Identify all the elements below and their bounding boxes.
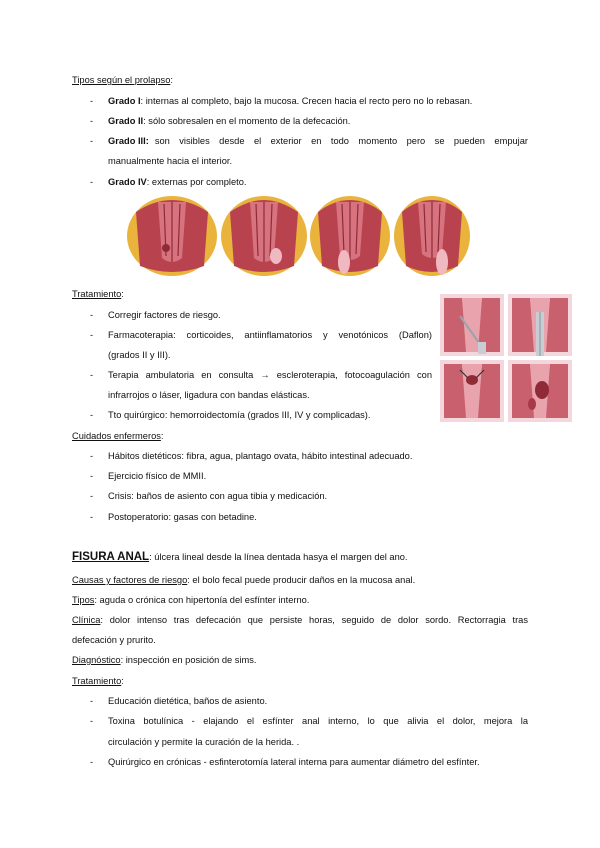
bullet-dash: - — [90, 330, 94, 340]
prolapse-heading-line: Tipos según el prolapso: — [72, 75, 173, 85]
fisura-treatment-item-continuation: circulación y permite la curación de la herida. . — [108, 737, 300, 747]
diagnostico-line: Diagnóstico: inspección en posición de sims. — [72, 655, 257, 665]
care-item: Ejercicio físico de MMII. — [108, 471, 207, 481]
bullet-dash: - — [90, 370, 94, 380]
bullet-dash: - — [90, 136, 94, 146]
tipos-line: Tipos: aguda o crónica con hipertonía del esfínter interno. — [72, 595, 310, 605]
bullet-dash: - — [90, 177, 94, 187]
grade-3-line-2: manualmente hacia el interior. — [108, 156, 233, 166]
banding-figure — [508, 294, 572, 356]
fisura-treatment-item: Quirúrgico en crónicas - esfinterotomía lateral interna para aumentar diámetro del esfínter. — [108, 757, 480, 767]
sclerotherapy-figure — [440, 294, 504, 356]
care-item: Crisis: baños de asiento con agua tibia y medicación. — [108, 491, 328, 501]
clinica-line-2: defecación y prurito. — [72, 635, 156, 645]
treatment-procedures-illustration — [440, 294, 572, 422]
clinica-line-1: Clínica: dolor intenso tras defecación que persiste horas, seguido de dolor sordo. Rectorragia tras — [72, 615, 528, 625]
bullet-dash: - — [90, 757, 94, 767]
fisura-title-line: FISURA ANAL: úlcera lineal desde la línea dentada hasya el margen del ano. — [72, 551, 408, 563]
care-heading-line: Cuidados enfermeros: — [72, 431, 164, 441]
grade-4-figure — [394, 196, 470, 276]
grade-1: Grado I: internas al completo, bajo la mucosa. Crecen hacia el recto pero no lo rebasan. — [108, 96, 473, 106]
fisura-treatment-item: Educación dietética, baños de asiento. — [108, 696, 268, 706]
treatment-item-continuation: infrarrojos o láser, ligadura con bandas elásticas. — [108, 390, 310, 400]
treatment-item: Corregir factores de riesgo. — [108, 310, 221, 320]
bullet-dash: - — [90, 696, 94, 706]
hemorrhoid-grades-illustration — [124, 192, 474, 278]
bullet-dash: - — [90, 451, 94, 461]
grade-3-line-1: Grado III: son visibles desde el exterior en todo momento pero se pueden empujar — [108, 136, 528, 146]
treatment-item-continuation: (grados II y III). — [108, 350, 171, 360]
fisura-treatment-heading-line: Tratamiento: — [72, 676, 124, 686]
treatment-heading: Tratamiento — [72, 289, 122, 299]
hemorrhoidectomy-figure — [508, 360, 572, 422]
grade-4: Grado IV: externas por completo. — [108, 177, 247, 187]
bullet-dash: - — [90, 491, 94, 501]
care-item: Postoperatorio: gasas con betadine. — [108, 512, 257, 522]
ligation-figure — [440, 360, 504, 422]
treatment-item: Farmacoterapia: corticoides, antiinflamatorios y venotónicos (Daflon) — [108, 330, 432, 340]
care-heading: Cuidados enfermeros — [72, 431, 161, 441]
bullet-dash: - — [90, 471, 94, 481]
bullet-dash: - — [90, 716, 94, 726]
prolapse-heading: Tipos según el prolapso — [72, 75, 171, 85]
bullet-dash: - — [90, 310, 94, 320]
treatment-heading-line: Tratamiento: — [72, 289, 124, 299]
fisura-title: FISURA ANAL — [72, 551, 150, 563]
grade-2-figure — [221, 196, 307, 276]
fisura-treatment-item: Toxina botulínica - elajando el esfínter anal interno, lo que alivia el dolor, mejora la — [108, 716, 528, 726]
grade-2: Grado II: sólo sobresalen en el momento de la defecación. — [108, 116, 351, 126]
bullet-dash: - — [90, 512, 94, 522]
grade-3-figure — [310, 196, 390, 276]
bullet-dash: - — [90, 96, 94, 106]
bullet-dash: - — [90, 116, 94, 126]
treatment-item: Terapia ambulatoria en consulta → escleroterapia, fotocoagulación con — [108, 370, 432, 380]
causas-line: Causas y factores de riesgo: el bolo fecal puede producir daños en la mucosa anal. — [72, 575, 416, 585]
fisura-treatment-heading: Tratamiento — [72, 676, 122, 686]
treatment-item: Tto quirúrgico: hemorroidectomía (grados III, IV y complicadas). — [108, 410, 371, 420]
bullet-dash: - — [90, 410, 94, 420]
grade-1-figure — [127, 196, 217, 276]
care-item: Hábitos dietéticos: fibra, agua, plantago ovata, hábito intestinal adecuado. — [108, 451, 413, 461]
